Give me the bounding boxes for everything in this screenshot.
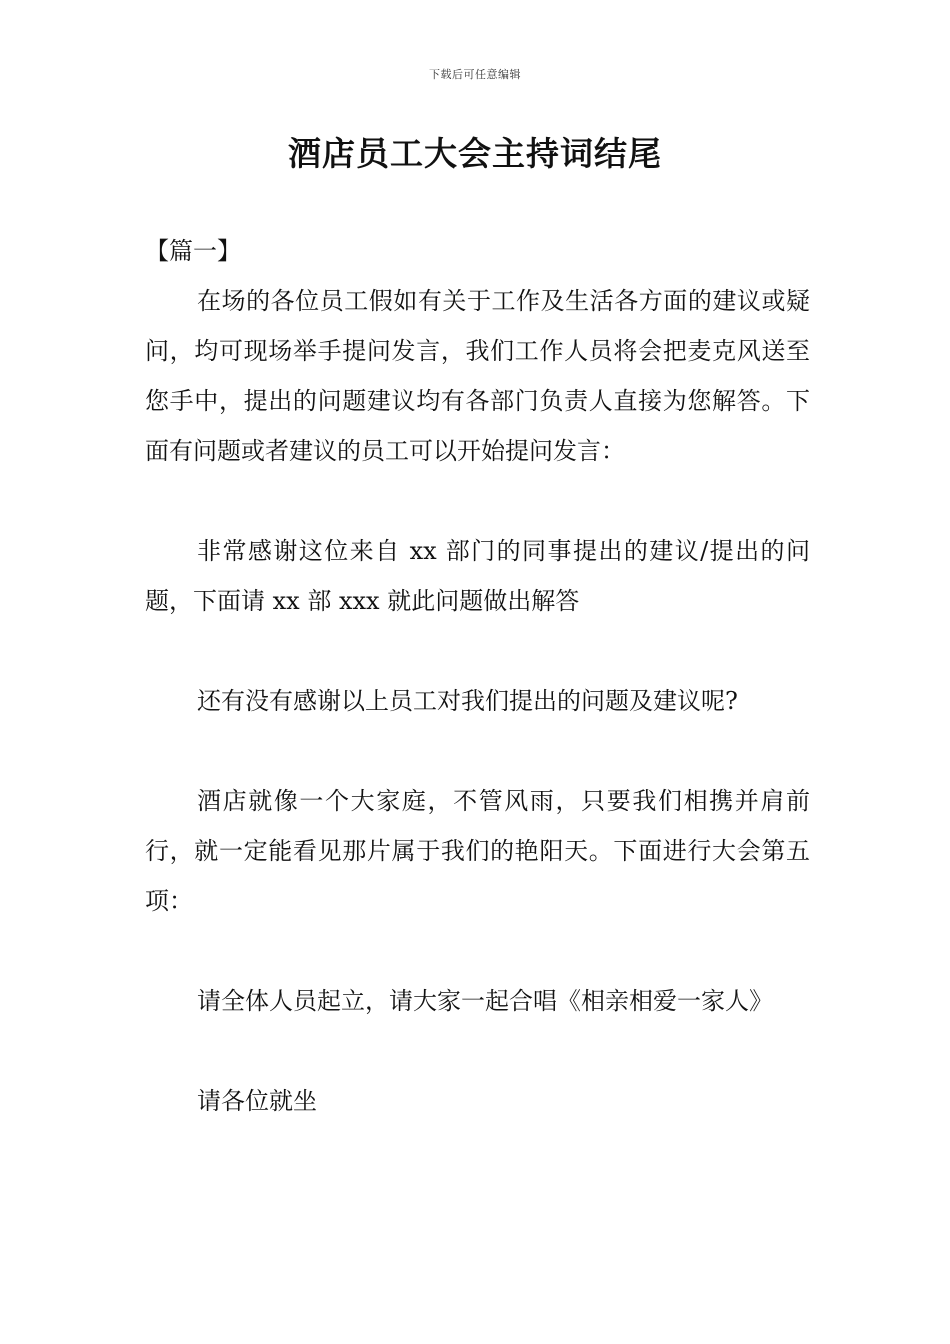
- paragraph-thanks-answer: 非常感谢这位来自 xx 部门的同事提出的建议/提出的问题，下面请 xx 部 xxx 就此问题做出解答: [145, 537, 810, 615]
- paragraph-sing: 请全体人员起立，请大家一起合唱《相亲相爱一家人》: [197, 987, 773, 1015]
- document-body: [145, 226, 810, 1126]
- header-note: 下载后可任意编辑: [429, 68, 521, 81]
- paragraph-be-seated: 请各位就坐: [197, 1087, 317, 1115]
- paragraph-questions: 在场的各位员工假如有关于工作及生活各方面的建议或疑问，均可现场举手提问发言，我们工作人员将会把麦克风送至您手中，提出的问题建议均有各部门负责人直接为您解答。下面有问题或者建议的员工可以开始提问发言：: [145, 287, 810, 465]
- section-label: 【篇一】: [145, 237, 241, 265]
- paragraph-family: 酒店就像一个大家庭，不管风雨，只要我们相携并肩前行，就一定能看见那片属于我们的艳阳天。下面进行大会第五项：: [145, 787, 810, 915]
- paragraph-any-more: 还有没有感谢以上员工对我们提出的问题及建议呢?: [197, 687, 738, 715]
- document-title: 酒店员工大会主持词结尾: [288, 134, 662, 173]
